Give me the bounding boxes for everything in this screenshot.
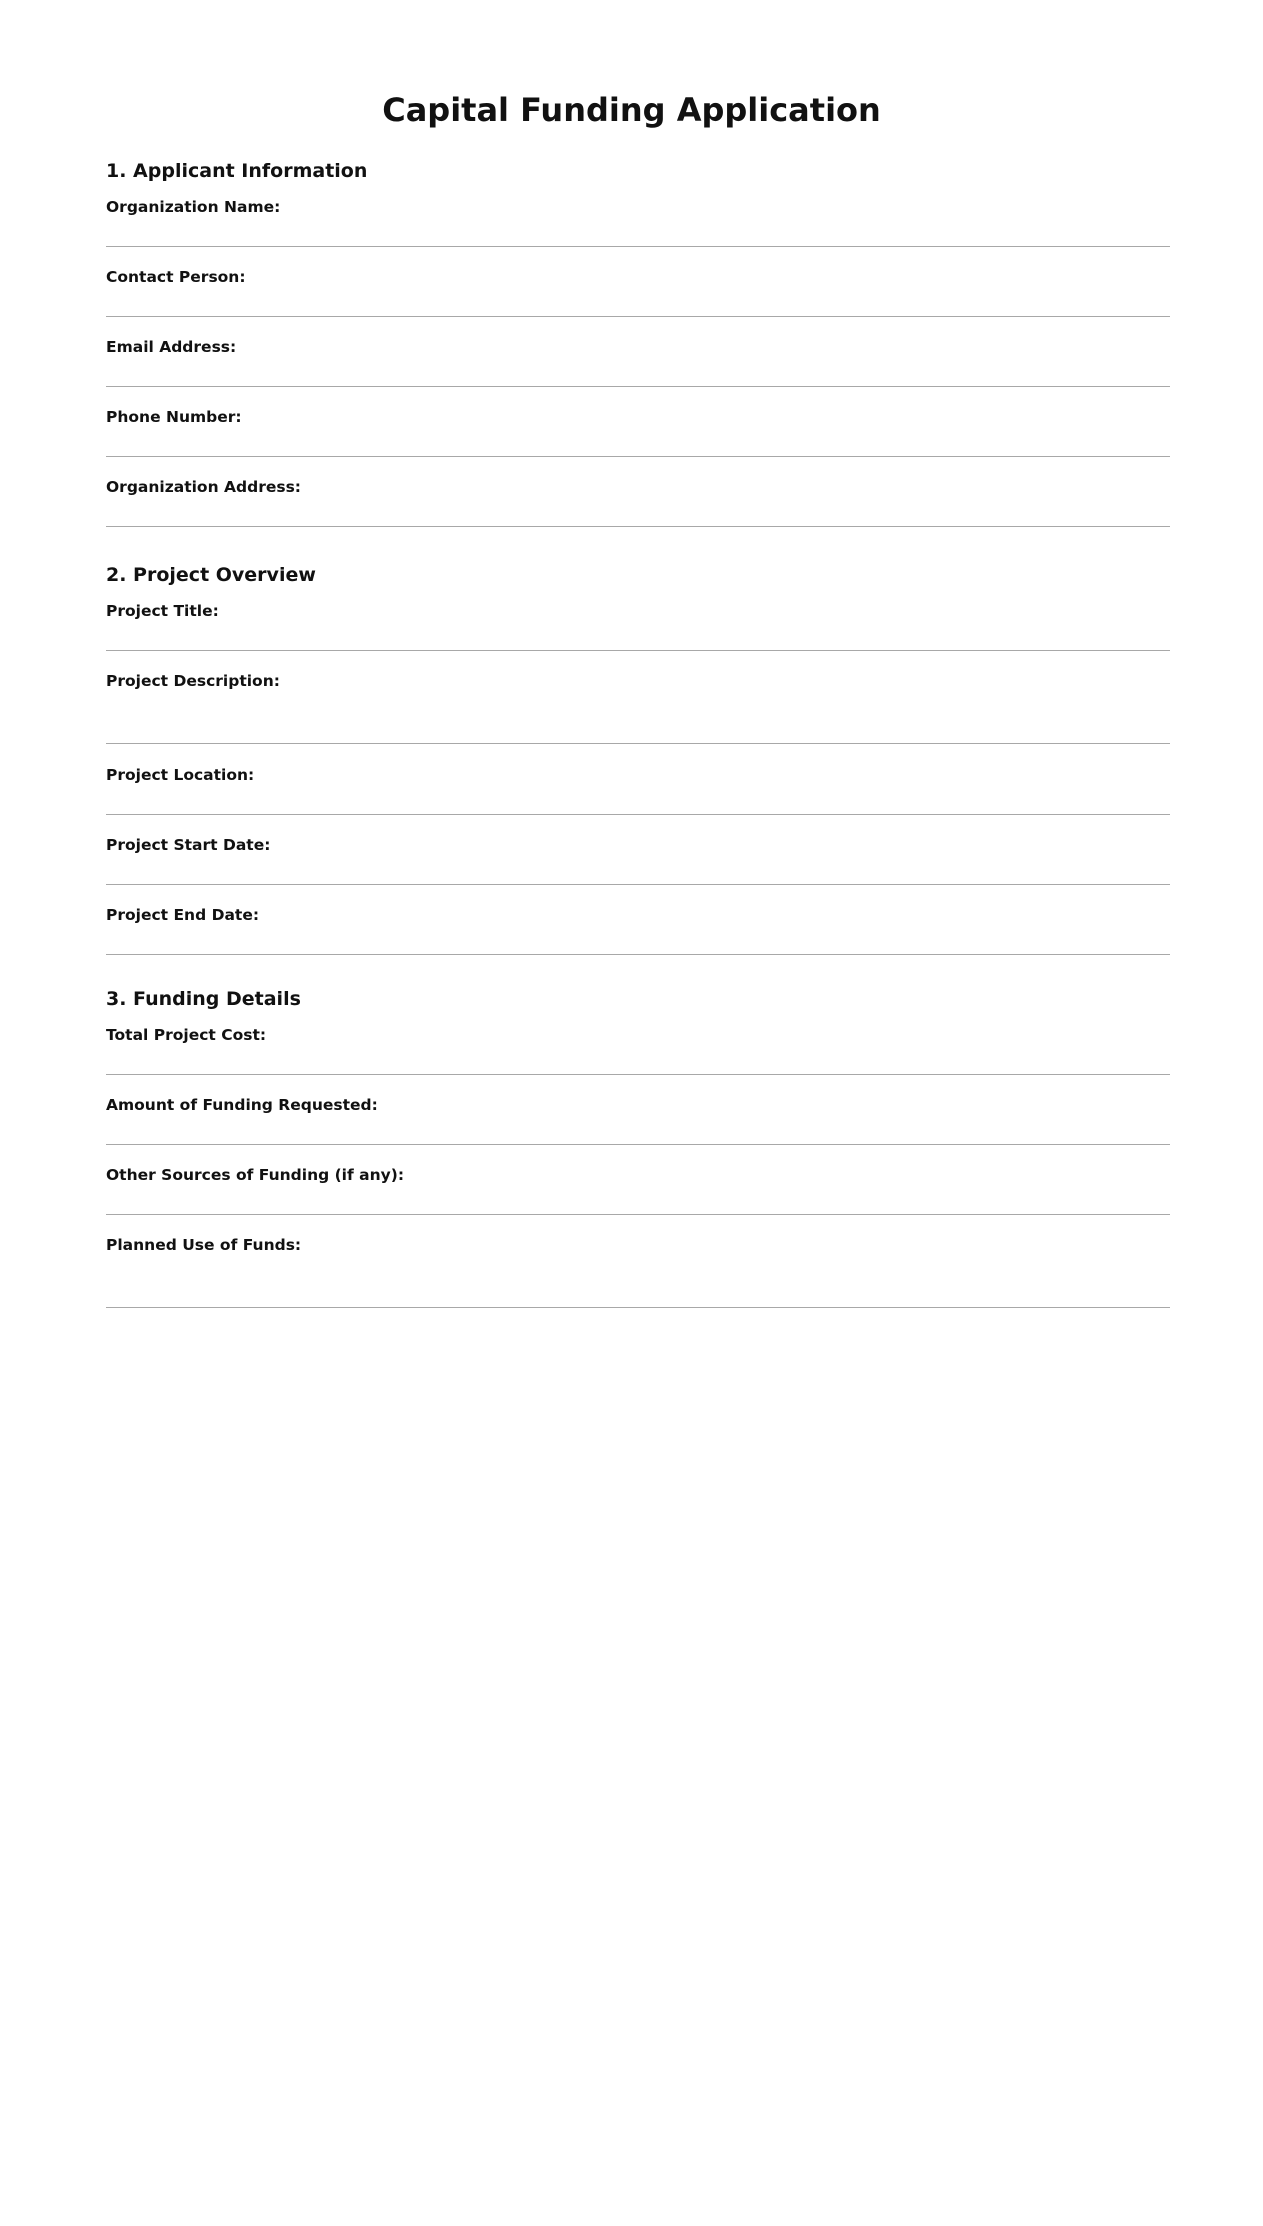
project-description-input[interactable]: [106, 743, 1170, 746]
other-sources-of-funding-input[interactable]: [106, 1214, 1170, 1217]
project-end-date-input[interactable]: [106, 954, 1170, 957]
section-heading-applicant-information: 1. Applicant Information: [106, 160, 368, 182]
field-label: Planned Use of Funds:: [106, 1236, 302, 1254]
field-organization-address: [106, 476, 1166, 498]
field-project-location: [106, 764, 1166, 786]
project-location-input[interactable]: [106, 814, 1170, 817]
organization-name-input[interactable]: [106, 246, 1170, 249]
field-label: Project End Date:: [106, 906, 260, 924]
phone-number-input[interactable]: [106, 456, 1170, 459]
field-contact-person: [106, 266, 1166, 288]
field-label: Phone Number:: [106, 408, 242, 426]
field-label: Contact Person:: [106, 268, 246, 286]
field-other-sources-of-funding: [106, 1164, 1166, 1186]
field-organization-name: [106, 196, 1166, 218]
section-heading-project-overview: 2. Project Overview: [106, 564, 316, 586]
field-project-title: [106, 600, 1166, 622]
field-planned-use-of-funds: [106, 1234, 1166, 1256]
total-project-cost-input[interactable]: [106, 1074, 1170, 1077]
field-label: Amount of Funding Requested:: [106, 1096, 378, 1114]
field-project-description: [106, 670, 1166, 692]
email-address-input[interactable]: [106, 386, 1170, 389]
planned-use-of-funds-input[interactable]: [106, 1307, 1170, 1310]
organization-address-input[interactable]: [106, 526, 1170, 529]
field-amount-of-funding-requested: [106, 1094, 1166, 1116]
field-label: Total Project Cost:: [106, 1026, 267, 1044]
field-label: Project Title:: [106, 602, 219, 620]
field-label: Email Address:: [106, 338, 237, 356]
project-start-date-input[interactable]: [106, 884, 1170, 887]
field-total-project-cost: [106, 1024, 1166, 1046]
section-heading-funding-details: 3. Funding Details: [106, 988, 301, 1010]
field-project-end-date: [106, 904, 1166, 926]
field-label: Organization Address:: [106, 478, 301, 496]
field-label: Other Sources of Funding (if any):: [106, 1166, 405, 1184]
contact-person-input[interactable]: [106, 316, 1170, 319]
field-label: Project Description:: [106, 672, 280, 690]
field-email-address: [106, 336, 1166, 358]
field-project-start-date: [106, 834, 1166, 856]
field-phone-number: [106, 406, 1166, 428]
field-label: Project Start Date:: [106, 836, 271, 854]
field-label: Project Location:: [106, 766, 255, 784]
field-label: Organization Name:: [106, 198, 281, 216]
project-title-input[interactable]: [106, 650, 1170, 653]
amount-of-funding-requested-input[interactable]: [106, 1144, 1170, 1147]
page-title: Capital Funding Application: [382, 91, 881, 129]
